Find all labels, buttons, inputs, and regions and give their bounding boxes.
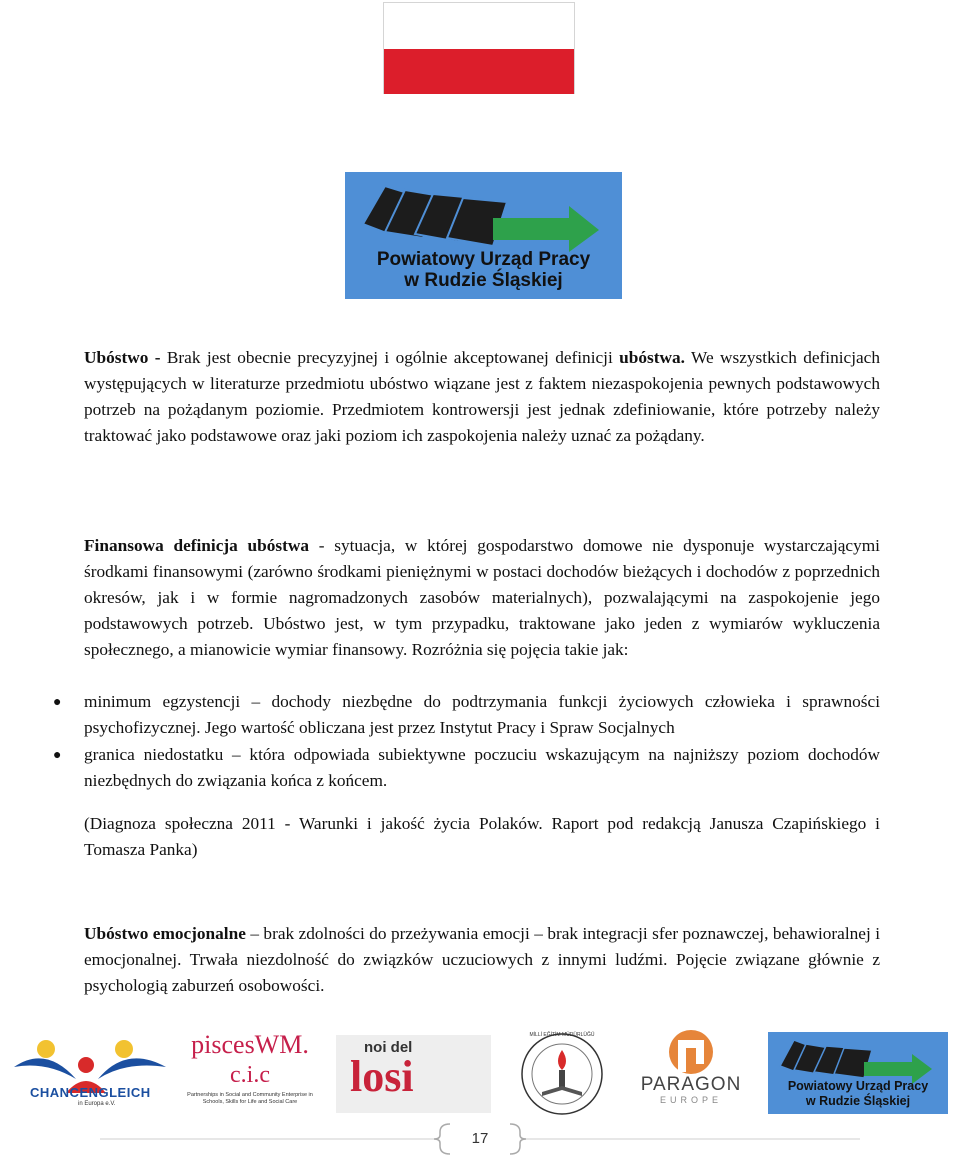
paragon-logo: [626, 1028, 756, 1110]
paragraph-emotional: [84, 921, 880, 999]
term-poverty-2: ubóstwa.: [619, 348, 685, 367]
pisces-cic: c.i.c: [230, 1062, 270, 1088]
school-ring-text: MİLLİ EĞİTİM MÜDÜRLÜĞÜ: [529, 1032, 595, 1038]
bullet-icon: ●: [53, 695, 62, 710]
paragraph-poverty-text1: Brak jest obecnie precyzyjnej i ogólnie akceptowanej definicji: [166, 348, 620, 367]
pup-logo-bottom: [768, 1032, 948, 1114]
pisces-tagline: Partnerships in Social and Community Enterprise in Schools, Skills for Life and Social Care: [187, 1092, 313, 1105]
paragraph-poverty-text2: We wszystkich definicjach występujących w literaturze przedmiotu ubóstwo wiązane jest z faktem niezaspokojenia pewnych podstawowych potrzeb na pożądanym poziomie. Przedmiotem kontrowersji jest jednak zdefiniowanie, które potrzeby należy traktować jako podstawowe oraz jaki poziom ich zaspokojenia należy uznać za pożądany.: [84, 348, 880, 445]
paragon-emblem-icon: [626, 1028, 756, 1076]
pisces-logo: [180, 1030, 320, 1115]
bullet-icon: ●: [53, 748, 62, 763]
pisces-title: piscesWM.: [191, 1030, 309, 1059]
school-emblem-logo: [506, 1030, 618, 1118]
pup-name-line2: w Rudzie Śląskiej: [404, 270, 563, 291]
chancengleich-name: CHANCENGLEICH: [30, 1085, 151, 1100]
paragraph-financial-text: - sytuacja, w której gospodarstwo domowe nie dysponuje wystarczającymi środkami finansowymi (zarówno środkami pieniężnymi w postaci dochodów bieżących i dochodów z poprzednich okresów, jak i w formie nagromadzonych zasobów materialnych), pozwalającymi na zaspokojenie jego podstawowych potrzeb. Ubóstwo jest, w tym przypadku, traktowane jako jeden z wymiarów wykluczenia społecznego, a mianowicie wymiar finansowy. Rozróżnia się pojęcia takie jak:: [84, 536, 880, 659]
chancengleich-logo: [6, 1035, 176, 1115]
term-emotional: Ubóstwo emocjonalne: [84, 924, 246, 943]
school-emblem-icon: [506, 1030, 618, 1118]
chancengleich-sub: in Europa e.V.: [78, 1101, 116, 1107]
page-number: 17: [471, 1130, 489, 1147]
noi-main-text: losi: [350, 1052, 414, 1101]
noi-top-text: noi del: [364, 1039, 413, 1056]
bullet-item: granica niedostatku – która odpowiada subiektywne poczuciu wskazującym na najniższy poziom dochodów niezbędnych do związania końca z końcem.: [84, 745, 880, 790]
dash: -: [148, 348, 167, 367]
pup-name-line1: Powiatowy Urząd Pracy: [376, 249, 591, 270]
polish-flag: [383, 2, 575, 94]
term-financial: Finansowa definicja ubóstwa: [84, 536, 309, 555]
citation: (Diagnoza społeczna 2011 - Warunki i jakość życia Polaków. Raport pod redakcją Janusza Czapińskiego i Tomasza Panka): [84, 814, 880, 859]
pup-small-line1: Powiatowy Urząd Pracy: [787, 1079, 929, 1093]
paragon-name: PARAGON: [640, 1074, 742, 1095]
paragraph-financial: [84, 533, 880, 663]
pup-small-line2: w Rudzie Śląskiej: [805, 1094, 911, 1108]
bullet-item: minimum egzystencji – dochody niezbędne do podtrzymania funkcji życiowych człowieka i sprawności psychofizycznej. Jego wartość obliczana jest przez Instytut Pracy i Spraw Socjalnych: [84, 692, 880, 737]
pup-logo-top: [345, 172, 622, 299]
paragon-sub: EUROPE: [659, 1095, 722, 1105]
paragraph-poverty: [84, 345, 880, 449]
noi-del-losi-logo: [336, 1035, 491, 1113]
paragraph-emotional-text: – brak zdolności do przeżywania emocji – brak integracji sfer poznawczej, behawioralnej i emocjonalnej. Trwała niezdolność do związków uczuciowych z innymi ludźmi. Pojęcie związane głównie z psychologią zaburzeń osobowości.: [84, 924, 880, 995]
term-poverty: Ubóstwo: [84, 348, 149, 367]
